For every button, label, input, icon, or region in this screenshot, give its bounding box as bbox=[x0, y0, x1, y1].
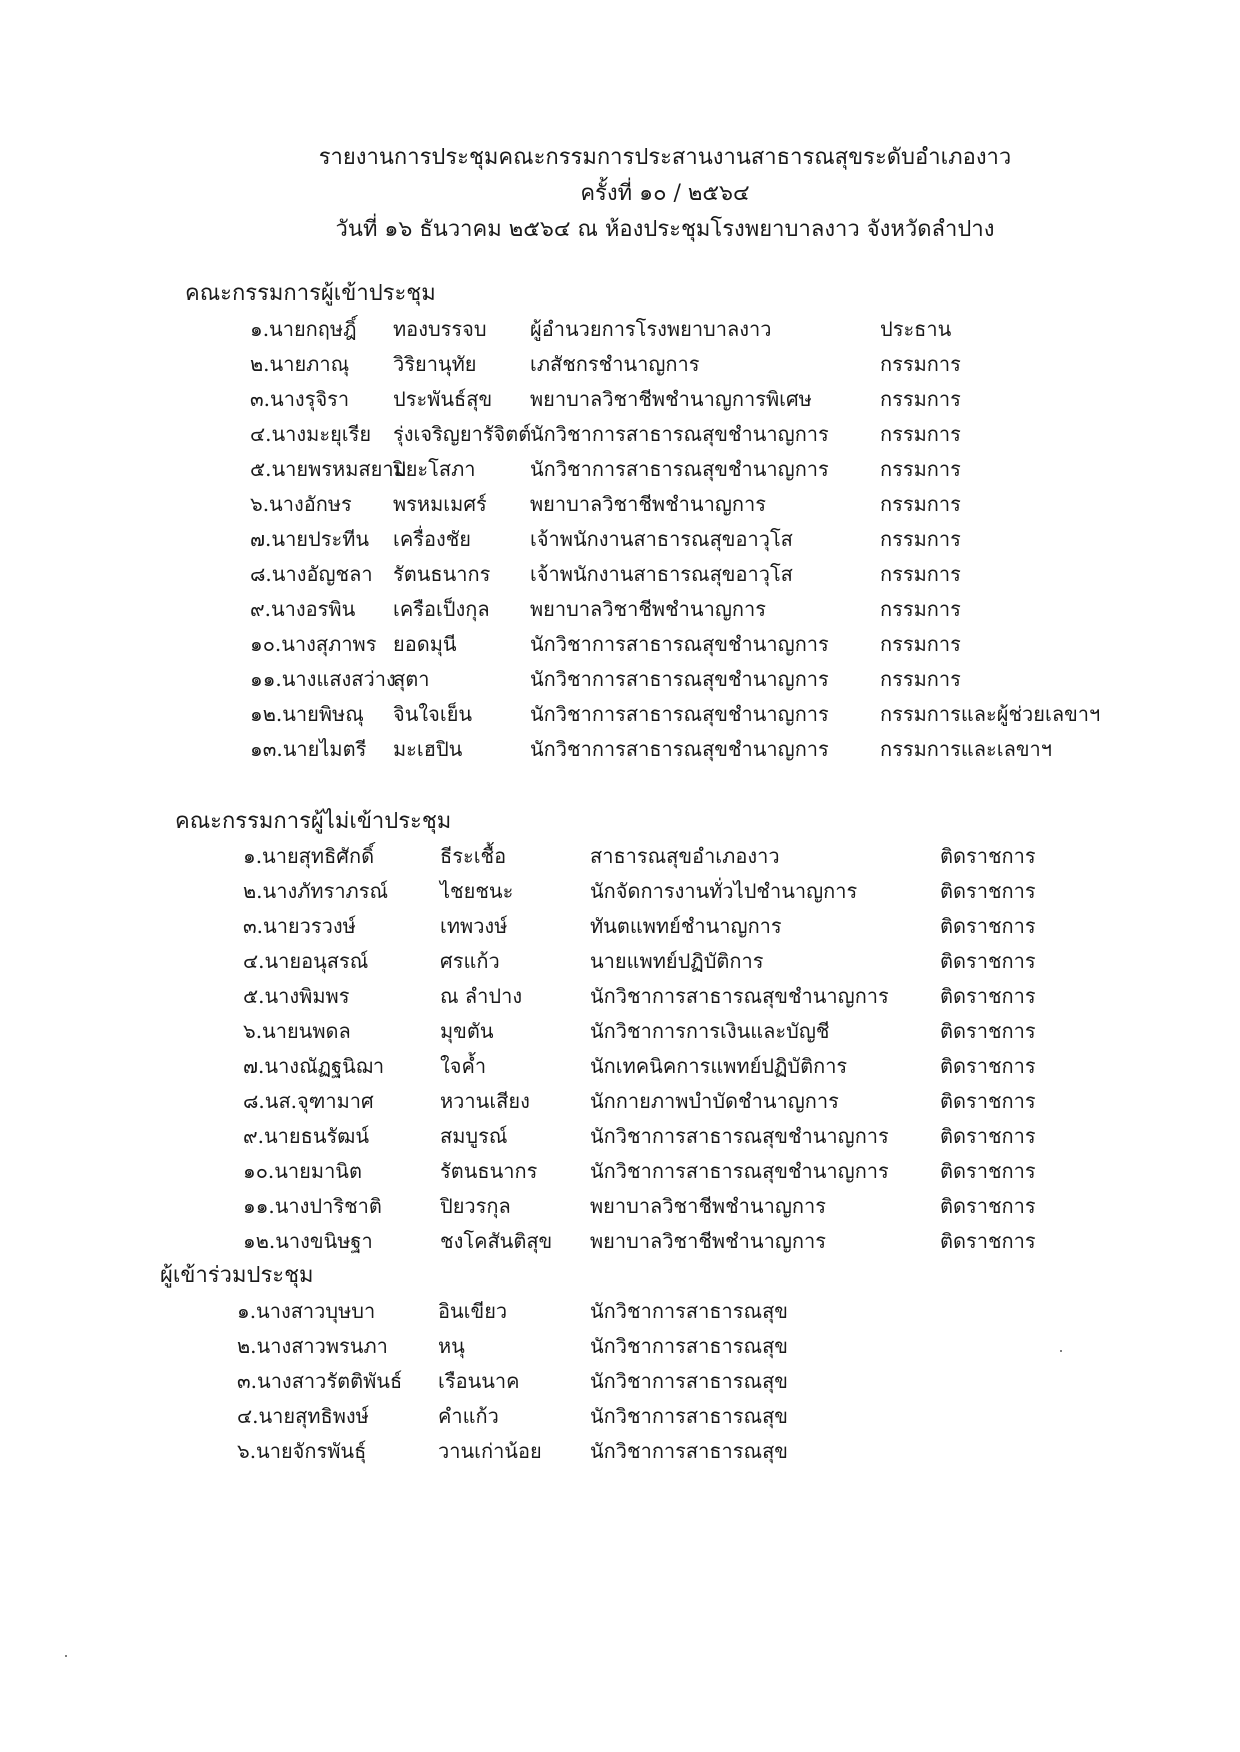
member-name: ๑๑.นางแสงสว่าง bbox=[250, 667, 396, 691]
list-item bbox=[0, 945, 1240, 979]
report-header bbox=[0, 140, 1240, 248]
member-surname: เรือนนาค bbox=[438, 1369, 520, 1393]
member-name: ๙.นางอรพิน bbox=[250, 597, 356, 621]
member-role: กรรมการและเลขาฯ bbox=[880, 737, 1052, 761]
list-item bbox=[0, 1085, 1240, 1119]
member-name: ๖.นางอักษร bbox=[250, 492, 352, 516]
member-name: ๑๐.นางสุภาพร bbox=[250, 632, 377, 656]
member-role: ติดราชการ bbox=[940, 1019, 1036, 1043]
list-item bbox=[0, 558, 1240, 592]
member-role: กรรมการ bbox=[880, 632, 961, 656]
member-role: ติดราชการ bbox=[940, 1229, 1036, 1253]
member-position: นักเทคนิคการแพทย์ปฏิบัติการ bbox=[590, 1054, 848, 1078]
member-surname: รุ่งเจริญยารัจิตต์ bbox=[393, 422, 532, 446]
member-surname: ปิยะโสภา bbox=[393, 457, 476, 481]
member-role: ติดราชการ bbox=[940, 1089, 1036, 1113]
scan-speck bbox=[1060, 1350, 1062, 1352]
member-surname: ศรแก้ว bbox=[440, 949, 500, 973]
list-item bbox=[0, 453, 1240, 487]
list-item bbox=[0, 383, 1240, 417]
member-position: นักวิชาการสาธารณสุขชำนาญการ bbox=[530, 457, 829, 481]
member-position: นักวิชาการสาธารณสุขชำนาญการ bbox=[530, 702, 829, 726]
member-position: นักวิชาการสาธารณสุขชำนาญการ bbox=[530, 422, 829, 446]
member-position: นักวิชาการการเงินและบัญชี bbox=[590, 1019, 830, 1043]
list-item bbox=[0, 875, 1240, 909]
member-name: ๔.นายสุทธิพงษ์ bbox=[237, 1404, 369, 1428]
list-item bbox=[0, 1365, 1240, 1399]
member-name: ๑๐.นายมานิต bbox=[243, 1159, 362, 1183]
member-name: ๑.นายกฤษฎิ์ bbox=[250, 317, 357, 341]
member-position: นักกายภาพบำบัดชำนาญการ bbox=[590, 1089, 839, 1113]
member-name: ๙.นายธนรัฒน์ bbox=[243, 1124, 369, 1148]
list-item bbox=[0, 663, 1240, 697]
member-name: ๘.นางอัญชลา bbox=[250, 562, 373, 586]
member-role: ติดราชการ bbox=[940, 1124, 1036, 1148]
member-name: ๓.นายวรวงษ์ bbox=[243, 914, 356, 938]
member-position: นายแพทย์ปฏิบัติการ bbox=[590, 949, 764, 973]
header-session: ครั้งที่ ๑๐ / ๒๕๖๔ bbox=[580, 181, 750, 206]
list-item bbox=[0, 1015, 1240, 1049]
member-surname: ธีระเชื้อ bbox=[440, 844, 507, 868]
member-name: ๑.นายสุทธิศักดิ์ bbox=[243, 844, 375, 868]
member-name: ๖.นายนพดล bbox=[243, 1019, 351, 1043]
member-surname: มุขตัน bbox=[440, 1019, 494, 1043]
member-surname: เครือเป็งกุล bbox=[393, 597, 490, 621]
member-surname: ใจค้ำ bbox=[440, 1054, 487, 1078]
member-name: ๑๒.นางขนิษฐา bbox=[243, 1229, 373, 1253]
member-position: ผู้อำนวยการโรงพยาบาลงาว bbox=[530, 317, 772, 341]
member-position: พยาบาลวิชาชีพชำนาญการ bbox=[590, 1194, 826, 1218]
member-surname: ณ ลำปาง bbox=[440, 984, 523, 1008]
member-name: ๒.นางสาวพรนภา bbox=[237, 1334, 388, 1358]
member-name: ๘.นส.จุฑามาศ bbox=[243, 1089, 374, 1113]
member-surname: สมบูรณ์ bbox=[440, 1124, 508, 1148]
member-name: ๗.นางณัฏฐนิฌา bbox=[243, 1054, 385, 1078]
header-date-venue: วันที่ ๑๖ ธันวาคม ๒๕๖๔ ณ ห้องประชุมโรงพยาบาลงาว จังหวัดลำปาง bbox=[335, 217, 995, 242]
member-surname: หนุ bbox=[438, 1334, 465, 1358]
header-title: รายงานการประชุมคณะกรรมการประสานงานสาธารณสุขระดับอำเภองาว bbox=[318, 145, 1012, 170]
member-name: ๒.นางภัทราภรณ์ bbox=[243, 879, 389, 903]
list-item bbox=[0, 1190, 1240, 1224]
member-name: ๗.นายประทีน bbox=[250, 527, 370, 551]
list-item bbox=[0, 348, 1240, 382]
member-role: ติดราชการ bbox=[940, 949, 1036, 973]
member-name: ๔.นางมะยุเรีย bbox=[250, 422, 372, 446]
member-position: สาธารณสุขอำเภองาว bbox=[590, 844, 780, 868]
participants-section-title: ผู้เข้าร่วมประชุม bbox=[160, 1263, 314, 1288]
list-item bbox=[0, 1330, 1240, 1364]
list-item bbox=[0, 1225, 1240, 1259]
member-name: ๔.นายอนุสรณ์ bbox=[243, 949, 369, 973]
member-role: ติดราชการ bbox=[940, 879, 1036, 903]
member-role: ติดราชการ bbox=[940, 914, 1036, 938]
member-role: กรรมการ bbox=[880, 352, 961, 376]
list-item bbox=[0, 593, 1240, 627]
list-item bbox=[0, 1120, 1240, 1154]
list-item bbox=[0, 1295, 1240, 1329]
member-position: นักวิชาการสาธารณสุขชำนาญการ bbox=[530, 667, 829, 691]
member-position: ทันตแพทย์ชำนาญการ bbox=[590, 914, 782, 938]
member-surname: พรหมเมศร์ bbox=[393, 492, 487, 516]
member-role: กรรมการ bbox=[880, 597, 961, 621]
member-name: ๑.นางสาวบุษบา bbox=[237, 1299, 376, 1323]
member-position: นักวิชาการสาธารณสุขชำนาญการ bbox=[530, 737, 829, 761]
member-surname: คำแก้ว bbox=[438, 1404, 499, 1428]
member-surname: ทองบรรจบ bbox=[393, 317, 487, 341]
member-position: นักวิชาการสาธารณสุข bbox=[590, 1299, 788, 1323]
member-surname: วานเก่าน้อย bbox=[438, 1439, 542, 1463]
member-position: นักวิชาการสาธารณสุขชำนาญการ bbox=[590, 1159, 889, 1183]
list-item bbox=[0, 418, 1240, 452]
member-position: เจ้าพนักงานสาธารณสุขอาวุโส bbox=[530, 562, 793, 586]
member-surname: อินเขียว bbox=[438, 1299, 508, 1323]
member-surname: ประพันธ์สุข bbox=[393, 387, 493, 411]
member-role: กรรมการ bbox=[880, 667, 961, 691]
member-surname: รัตนธนากร bbox=[440, 1159, 538, 1183]
member-position: นักวิชาการสาธารณสุข bbox=[590, 1369, 788, 1393]
member-name: ๑๓.นายไมตรี bbox=[250, 737, 367, 761]
member-surname: ยอดมุนี bbox=[393, 632, 457, 656]
list-item bbox=[0, 1435, 1240, 1469]
member-name: ๕.นางพิมพร bbox=[243, 984, 350, 1008]
member-position: นักวิชาการสาธารณสุขชำนาญการ bbox=[590, 1124, 889, 1148]
member-name: ๓.นางสาวรัตติพันธ์ bbox=[237, 1369, 403, 1393]
member-position: นักวิชาการสาธารณสุข bbox=[590, 1439, 788, 1463]
member-position: พยาบาลวิชาชีพชำนาญการ bbox=[530, 492, 766, 516]
member-surname: วิริยานุทัย bbox=[393, 352, 477, 376]
member-role: กรรมการ bbox=[880, 492, 961, 516]
list-item bbox=[0, 910, 1240, 944]
member-surname: ชงโคสันติสุข bbox=[440, 1229, 553, 1253]
member-surname: หวานเสียง bbox=[440, 1089, 530, 1113]
list-item bbox=[0, 1400, 1240, 1434]
member-role: กรรมการ bbox=[880, 457, 961, 481]
member-position: นักวิชาการสาธารณสุขชำนาญการ bbox=[530, 632, 829, 656]
member-position: พยาบาลวิชาชีพชำนาญการพิเศษ bbox=[530, 387, 812, 411]
member-position: เจ้าพนักงานสาธารณสุขอาวุโส bbox=[530, 527, 793, 551]
list-item bbox=[0, 628, 1240, 662]
member-name: ๕.นายพรหมสยาม bbox=[250, 457, 407, 481]
member-surname: รัตนธนากร bbox=[393, 562, 491, 586]
member-position: พยาบาลวิชาชีพชำนาญการ bbox=[530, 597, 766, 621]
member-role: กรรมการและผู้ช่วยเลขาฯ bbox=[880, 702, 1101, 726]
member-position: นักวิชาการสาธารณสุขชำนาญการ bbox=[590, 984, 889, 1008]
list-item bbox=[0, 523, 1240, 557]
attending-section-title: คณะกรรมการผู้เข้าประชุม bbox=[185, 281, 436, 306]
member-role: กรรมการ bbox=[880, 422, 961, 446]
member-role: ประธาน bbox=[880, 317, 952, 341]
member-role: กรรมการ bbox=[880, 527, 961, 551]
member-role: ติดราชการ bbox=[940, 1054, 1036, 1078]
list-item bbox=[0, 1050, 1240, 1084]
list-item bbox=[0, 698, 1240, 732]
member-name: ๒.นายภาณุ bbox=[250, 352, 350, 376]
member-name: ๖.นายจักรพันธุ์ bbox=[237, 1439, 367, 1463]
member-surname: เทพวงษ์ bbox=[440, 914, 508, 938]
list-item bbox=[0, 313, 1240, 347]
member-role: กรรมการ bbox=[880, 387, 961, 411]
list-item bbox=[0, 840, 1240, 874]
list-item bbox=[0, 733, 1240, 767]
list-item bbox=[0, 488, 1240, 522]
member-role: กรรมการ bbox=[880, 562, 961, 586]
member-position: เภสัชกรชำนาญการ bbox=[530, 352, 700, 376]
list-item bbox=[0, 1155, 1240, 1189]
scan-speck bbox=[65, 1655, 67, 1657]
member-role: ติดราชการ bbox=[940, 1159, 1036, 1183]
member-role: ติดราชการ bbox=[940, 844, 1036, 868]
member-position: นักวิชาการสาธารณสุข bbox=[590, 1334, 788, 1358]
member-role: ติดราชการ bbox=[940, 984, 1036, 1008]
member-surname: จินใจเย็น bbox=[393, 702, 473, 726]
member-surname: เครื่องชัย bbox=[393, 527, 472, 551]
member-name: ๓.นางรุจิรา bbox=[250, 387, 350, 411]
member-surname: ปิยวรกุล bbox=[440, 1194, 511, 1218]
member-name: ๑๒.นายพิษณุ bbox=[250, 702, 364, 726]
member-surname: สุตา bbox=[393, 667, 430, 691]
member-role: ติดราชการ bbox=[940, 1194, 1036, 1218]
member-surname: มะเฮปิน bbox=[393, 737, 463, 761]
member-position: นักจัดการงานทั่วไปชำนาญการ bbox=[590, 879, 858, 903]
member-position: พยาบาลวิชาชีพชำนาญการ bbox=[590, 1229, 826, 1253]
absent-section-title: คณะกรรมการผู้ไม่เข้าประชุม bbox=[175, 809, 452, 834]
member-position: นักวิชาการสาธารณสุข bbox=[590, 1404, 788, 1428]
member-surname: ไชยชนะ bbox=[440, 879, 514, 903]
list-item bbox=[0, 980, 1240, 1014]
member-name: ๑๑.นางปาริชาติ bbox=[243, 1194, 382, 1218]
